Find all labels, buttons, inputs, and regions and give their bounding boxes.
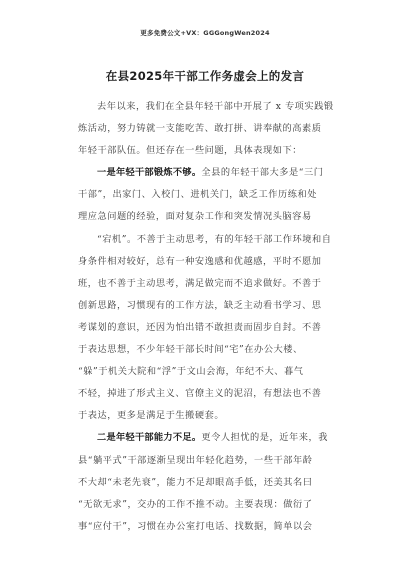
section-heading: 一是年轻干部锻炼不够。: [97, 167, 202, 179]
paragraph-line: 于表达思想，不少年轻干部长时间“宅”在办公大楼、: [78, 344, 303, 356]
paragraph-line: 身条件相对较好，总有一种安逸感和优越感，平时不愿加: [78, 255, 322, 267]
paragraph-line: 创新思路，习惯现有的工作方法，缺乏主动看书学习、思: [78, 299, 322, 311]
paragraph-line: “无欲无求”，交办的工作不推不动。主要表现：做衍了: [78, 498, 313, 510]
document-body: [78, 96, 340, 538]
header-note: 更多免费公文+VX：GGGongWen2024: [140, 29, 270, 37]
paragraph-line: 炼活动，努力铸就一支能吃苦、敢打拼、讲奉献的高素质: [78, 123, 322, 135]
paragraph-line: 班，也不善于主动思考，满足做完而不追求做好。不善于: [78, 277, 322, 289]
paragraph-line: 二是年轻干部能力不足。更令人担忧的是，近年来，我: [97, 432, 328, 444]
paragraph-line: 理应急问题的经验，面对复杂工作和突发情况头脑容易: [78, 211, 312, 223]
paragraph-line: 事“应付干”，习惯在办公室打电话、找数据，简单以会: [78, 520, 313, 532]
paragraph-line: “宕机”。不善于主动思考，有的年轻干部工作环境和自: [97, 233, 332, 245]
paragraph-line: 一是年轻干部锻炼不够。全县的年轻干部大多是“三门: [97, 167, 324, 179]
paragraph-line: “躲”于机关大院和“浮”于文山会海，年纪不大、暮气: [78, 366, 304, 378]
paragraph-line: 干部”，出家门、入校门、进机关门，缺乏工作历练和处: [78, 189, 317, 201]
paragraph-line: 县“躺平式”干部逐渐呈现出年轻化趋势，一些干部年龄: [78, 454, 313, 466]
paragraph-line: 于表达，更多是满足于生搬硬套。: [78, 410, 225, 422]
section-heading: 二是年轻干部能力不足。: [97, 432, 202, 444]
paragraph-line: 年轻干部队伍。但还存在一些问题，具体表现如下：: [78, 145, 302, 157]
paragraph-line: 去年以来，我们在全县年轻干部中开展了 x 专项实践锻: [97, 101, 334, 112]
document-title: 在县2025年干部工作务虚会上的发言: [105, 69, 305, 83]
paragraph-line: 不大却“未老先衰”，能力不足却眼高手低，还美其名曰: [78, 476, 313, 488]
paragraph-line: 考谋划的意识，还因为怕出错不敢担责而固步自封。不善: [78, 321, 322, 333]
paragraph-line: 不轻，掉进了形式主义、官僚主义的泥沼，有想法也不善: [78, 388, 322, 400]
